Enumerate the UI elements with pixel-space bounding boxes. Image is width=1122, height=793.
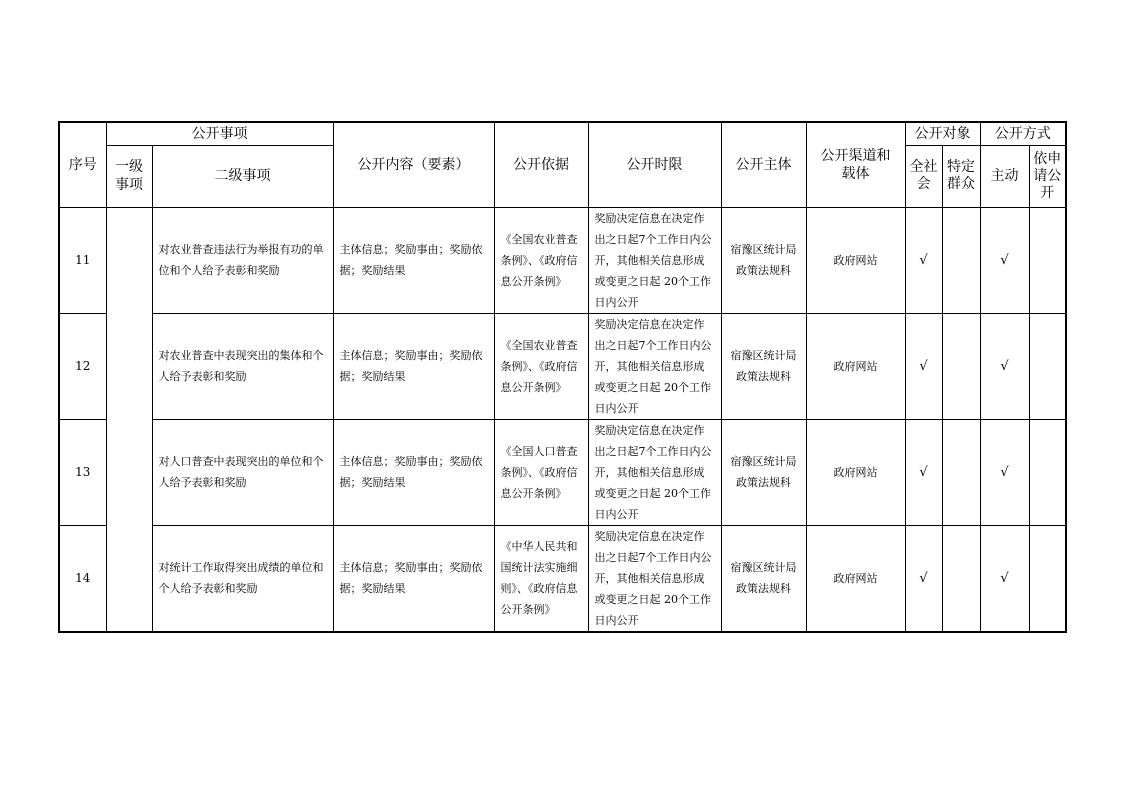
header-subject: 公开主体 [721,122,806,207]
row-target-all: √ [905,525,942,632]
header-method-request [1029,145,1066,207]
table-row [59,313,1066,419]
row-subject: 宿豫区统计局政策法规科 [721,525,806,632]
row-time-limit: 奖励决定信息在决定作出之日起7个工作日内公开，其他相关信息形成或变更之日起 20个工作日内公开 [588,207,721,313]
header-level1-line2: 事项 [115,177,143,193]
header-basis: 公开依据 [494,122,588,207]
table-row [59,207,1066,313]
row-time-limit: 奖励决定信息在决定作出之日起7个工作日内公开，其他相关信息形成或变更之日起 20个工作日内公开 [588,419,721,525]
row-level2: 对人口普查中表现突出的单位和个人给予表彰和奖励 [152,419,333,525]
row-method-active: √ [980,313,1029,419]
header-method-active: 主动 [980,145,1029,207]
row-target-specific [942,207,980,313]
header-target-specific-line1: 特定 [947,159,975,175]
header-target-group: 公开对象 [905,122,980,145]
header-level1 [106,145,152,207]
row-channel: 政府网站 [806,525,905,632]
row-channel: 政府网站 [806,207,905,313]
row-subject: 宿豫区统计局政策法规科 [721,313,806,419]
row-level2: 对农业普查违法行为举报有功的单位和个人给予表彰和奖励 [152,207,333,313]
row-level1-merged [106,207,152,632]
row-target-specific [942,525,980,632]
row-basis: 《中华人民共和国统计法实施细则》、《政府信息公开条例》 [494,525,588,632]
row-time-limit: 奖励决定信息在决定作出之日起7个工作日内公开，其他相关信息形成或变更之日起 20个工作日内公开 [588,525,721,632]
row-basis: 《全国人口普查条例》、《政府信息公开条例》 [494,419,588,525]
header-target-all [905,145,942,207]
row-seq: 14 [59,525,106,632]
header-channel-line2: 载体 [841,165,870,182]
header-target-all-line2: 会 [916,176,931,192]
row-target-specific [942,313,980,419]
row-content: 主体信息；奖励事由；奖励依据；奖励结果 [333,525,494,632]
row-method-active: √ [980,419,1029,525]
row-target-all: √ [905,313,942,419]
header-channel [806,122,905,207]
header-content: 公开内容（要素） [333,122,494,207]
disclosure-table [58,121,1067,633]
header-target-specific-line2: 群众 [947,176,975,192]
row-basis: 《全国农业普查条例》、《政府信息公开条例》 [494,313,588,419]
row-seq: 13 [59,419,106,525]
header-channel-line1: 公开渠道和 [820,147,891,164]
row-seq: 11 [59,207,106,313]
row-seq: 12 [59,313,106,419]
header-level2: 二级事项 [152,145,333,207]
row-method-active: √ [980,525,1029,632]
row-level2: 对农业普查中表现突出的集体和个人给予表彰和奖励 [152,313,333,419]
row-method-request [1029,313,1066,419]
header-seq: 序号 [59,122,106,207]
row-method-request [1029,525,1066,632]
row-target-all: √ [905,419,942,525]
row-content: 主体信息；奖励事由；奖励依据；奖励结果 [333,313,494,419]
header-method-request-line3: 开 [1040,184,1055,201]
row-channel: 政府网站 [806,419,905,525]
row-subject: 宿豫区统计局政策法规科 [721,419,806,525]
row-channel: 政府网站 [806,313,905,419]
header-target-all-line1: 全社 [909,159,938,175]
header-method-request-line1: 依申 [1033,150,1062,167]
row-content: 主体信息；奖励事由；奖励依据；奖励结果 [333,419,494,525]
header-items-group: 公开事项 [106,122,333,145]
row-level2: 对统计工作取得突出成绩的单位和个人给予表彰和奖励 [152,525,333,632]
header-method-request-line2: 请公 [1033,167,1062,184]
row-subject: 宿豫区统计局政策法规科 [721,207,806,313]
table-row [59,525,1066,632]
row-method-request [1029,207,1066,313]
row-method-active: √ [980,207,1029,313]
row-method-request [1029,419,1066,525]
row-target-specific [942,419,980,525]
row-content: 主体信息；奖励事由；奖励依据；奖励结果 [333,207,494,313]
row-basis: 《全国农业普查条例》、《政府信息公开条例》 [494,207,588,313]
header-level1-line1: 一级 [115,159,143,175]
header-method-group: 公开方式 [980,122,1066,145]
header-target-specific [942,145,980,207]
header-time-limit: 公开时限 [588,122,721,207]
row-time-limit: 奖励决定信息在决定作出之日起7个工作日内公开，其他相关信息形成或变更之日起 20个工作日内公开 [588,313,721,419]
table-row [59,419,1066,525]
row-target-all: √ [905,207,942,313]
